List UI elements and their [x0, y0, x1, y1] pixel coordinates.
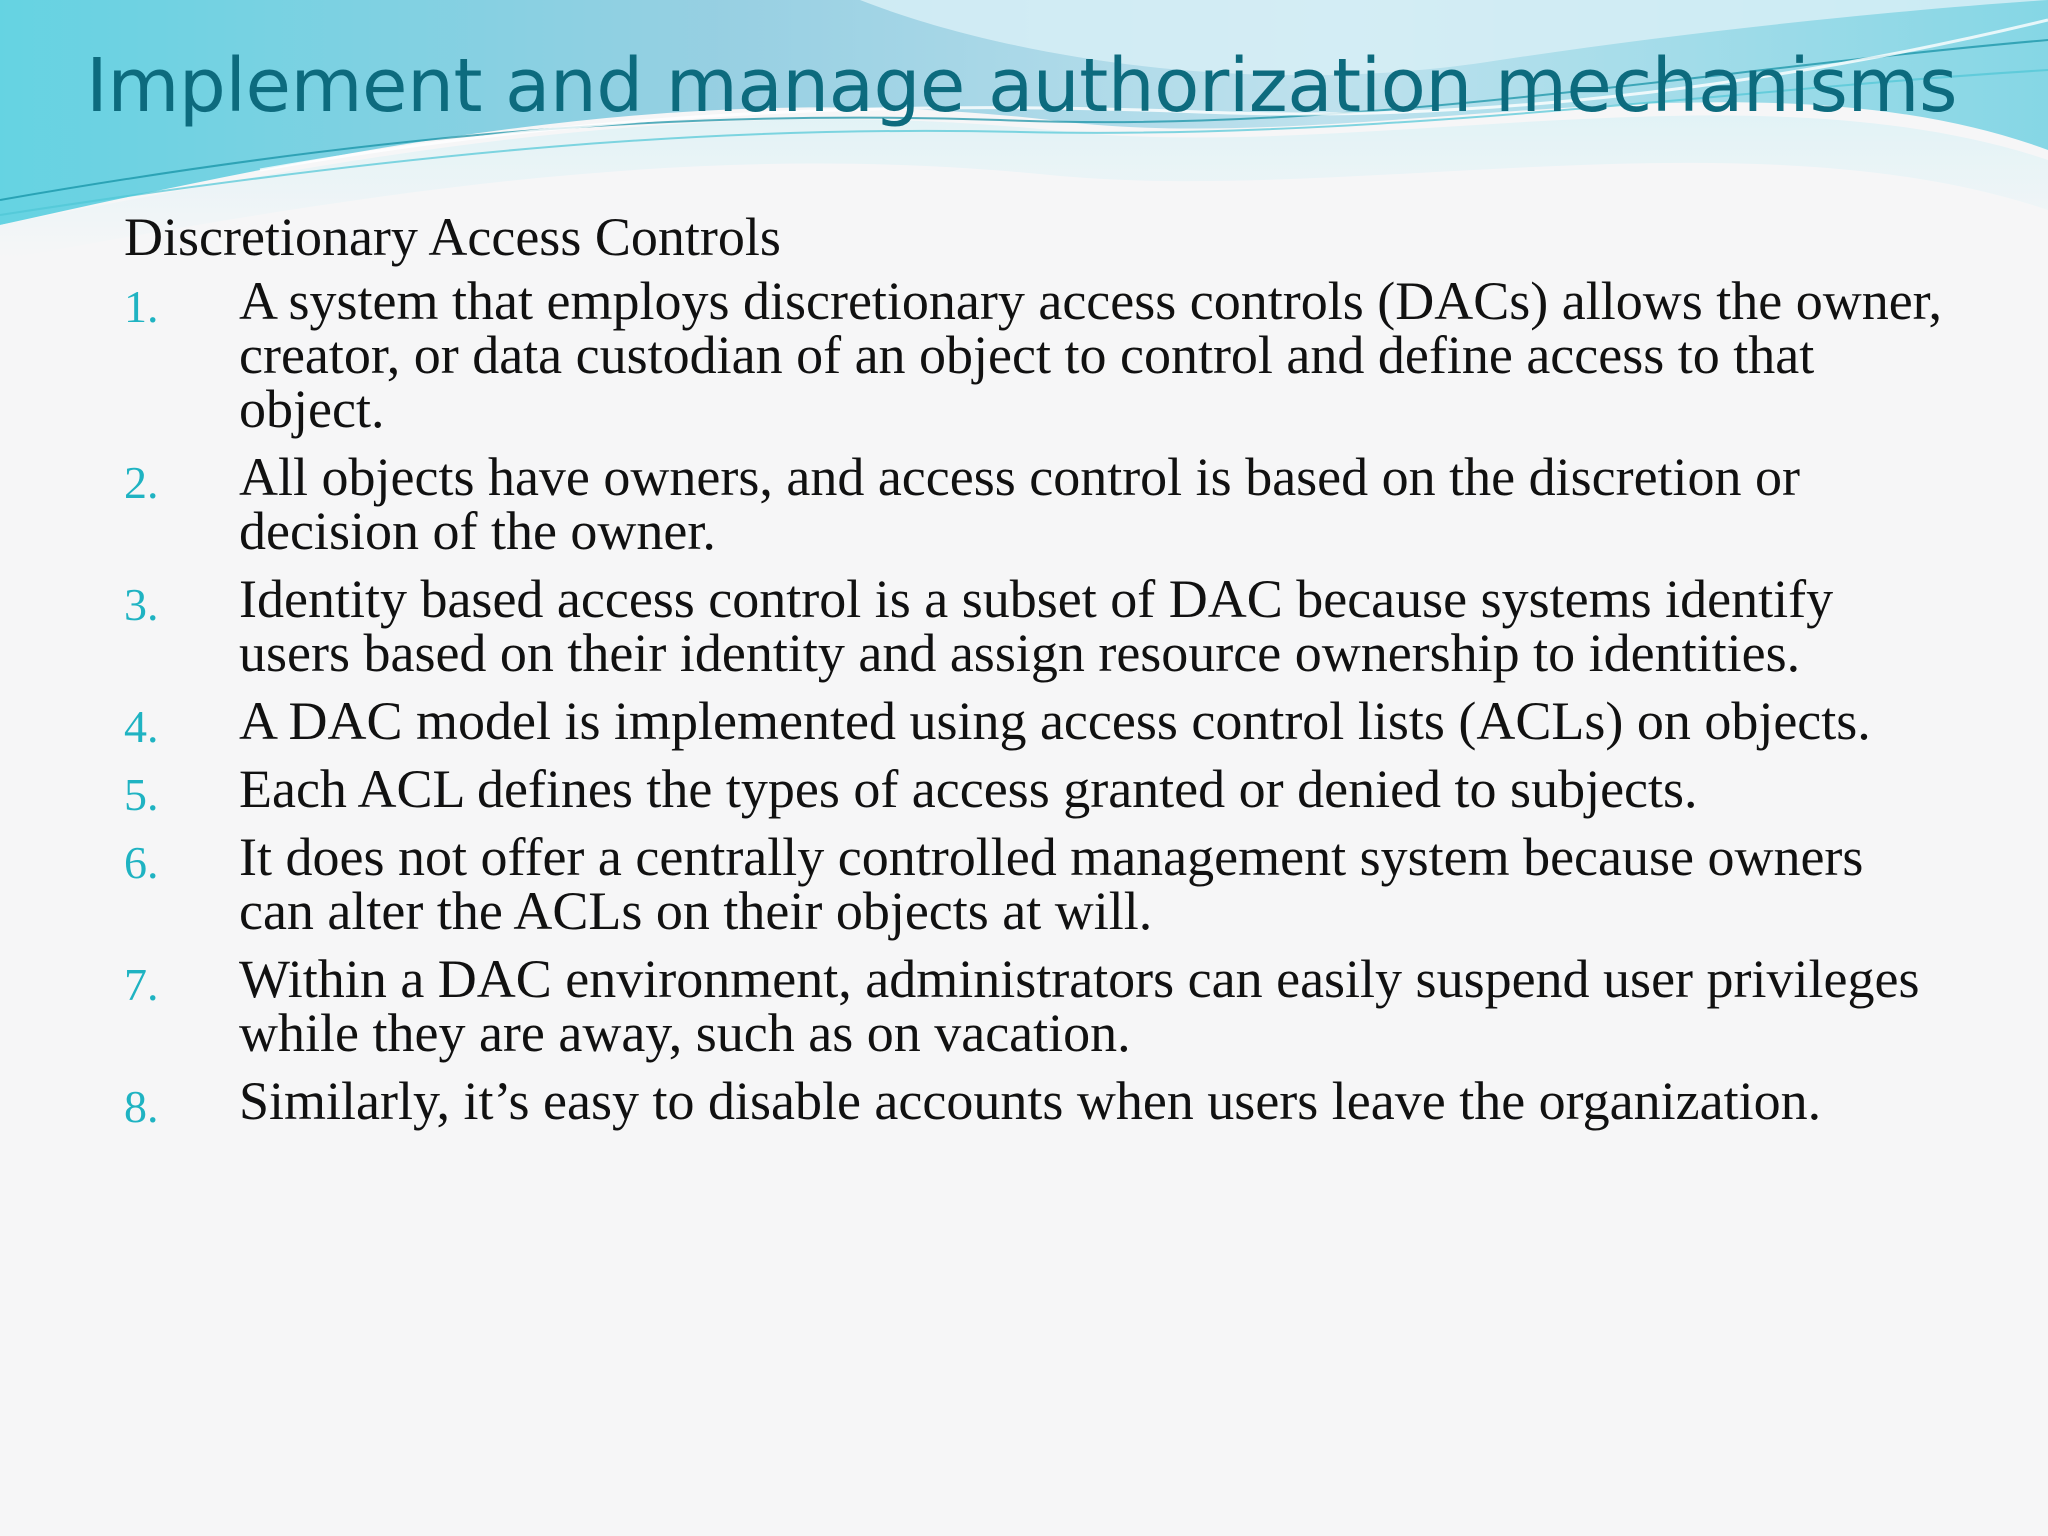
list-item-text: Similarly, it’s easy to disable accounts when users leave the organization. — [239, 1071, 1822, 1131]
list-item — [124, 447, 1944, 561]
slide-content — [124, 206, 1944, 1142]
list-item — [124, 691, 1944, 752]
list-item-text: A system that employs discretionary access controls (DACs) allows the owner, creator, or data custodian of an object to control and define access to that object. — [239, 271, 1942, 439]
list-item — [124, 569, 1944, 683]
list-number: 1. — [124, 281, 159, 332]
list-item — [124, 827, 1944, 941]
list-item — [124, 949, 1944, 1063]
list-item-text: All objects have owners, and access control is based on the discretion or decision of the owner. — [239, 447, 1801, 561]
list-item-text: Identity based access control is a subset of DAC because systems identify users based on their identity and assign resource ownership to identities. — [239, 569, 1834, 683]
list-number: 5. — [124, 769, 159, 820]
list-item — [124, 271, 1944, 439]
list-item-text: It does not offer a centrally controlled management system because owners can alter the ACLs on their objects at will. — [239, 827, 1864, 941]
slide-title: Implement and manage authorization mechanisms — [86, 43, 1958, 129]
numbered-list — [124, 271, 1944, 1132]
list-item — [124, 759, 1944, 820]
list-item-text: Within a DAC environment, administrators can easily suspend user privileges while they are away, such as on vacation. — [239, 949, 1920, 1063]
list-item-text: A DAC model is implemented using access control lists (ACLs) on objects. — [239, 691, 1871, 751]
list-item-text: Each ACL defines the types of access granted or denied to subjects. — [239, 759, 1698, 819]
list-number: 4. — [124, 701, 159, 752]
list-number: 2. — [124, 457, 159, 508]
subheading: Discretionary Access Controls — [124, 207, 781, 267]
list-number: 7. — [124, 959, 159, 1010]
list-item — [124, 1071, 1944, 1132]
list-number: 3. — [124, 579, 159, 630]
list-number: 8. — [124, 1081, 159, 1132]
list-number: 6. — [124, 837, 159, 888]
